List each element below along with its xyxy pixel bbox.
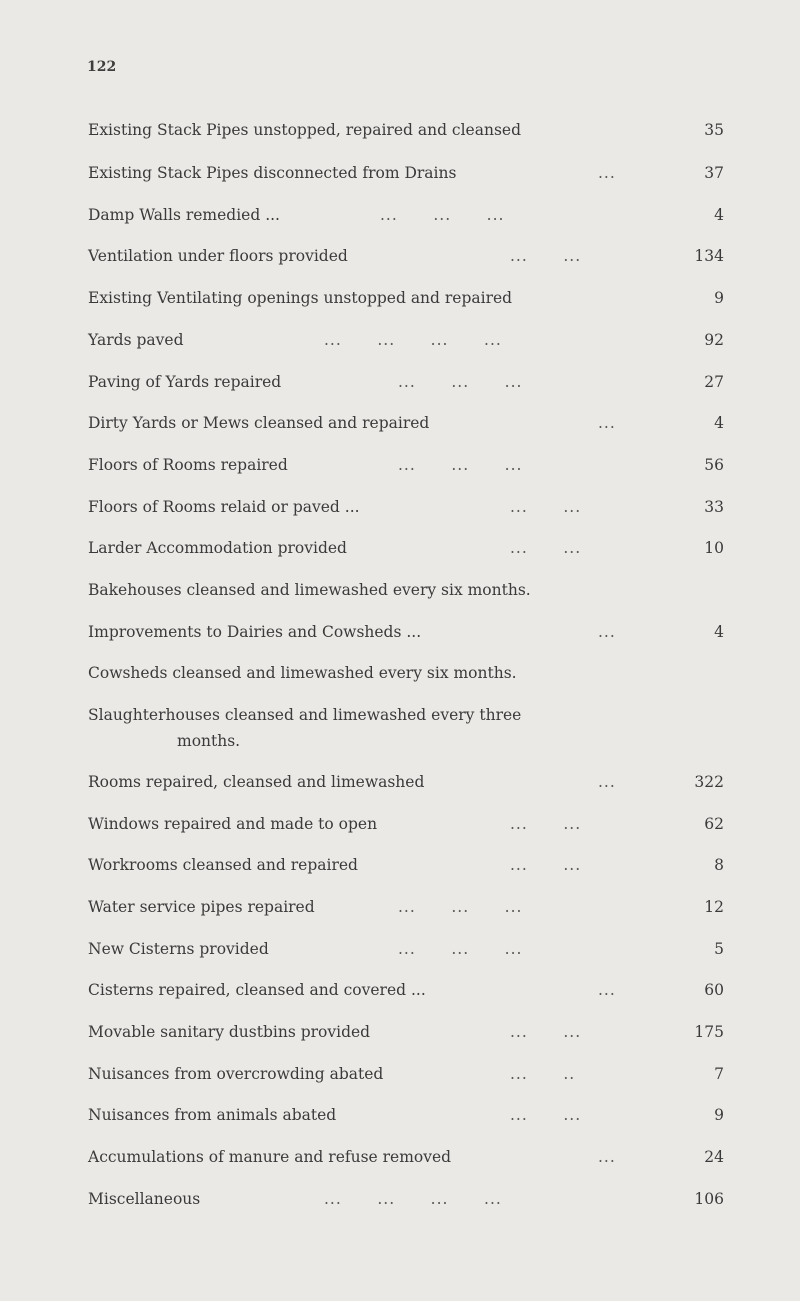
- entry-label: Floors of Rooms relaid or paved ...: [88, 498, 360, 516]
- entry-value: 9: [714, 289, 724, 307]
- entry-leader-dots: ... ...: [510, 247, 582, 265]
- entry-label: Accumulations of manure and refuse removed: [88, 1148, 452, 1166]
- entry-value: 106: [694, 1190, 724, 1208]
- list-item: [88, 368, 728, 396]
- entry-leader-dots: ... ...: [510, 539, 582, 557]
- page-number: 122: [87, 59, 117, 75]
- entry-label: Existing Stack Pipes unstopped, repaired and cleansed: [88, 121, 522, 139]
- entry-leader-dots: ...: [598, 164, 616, 182]
- entry-value: 27: [704, 373, 724, 391]
- entry-label: Rooms repaired, cleansed and limewashed: [88, 773, 425, 791]
- entry-leader-dots: ... ...: [510, 1023, 582, 1041]
- entry-label: Floors of Rooms repaired: [88, 456, 288, 474]
- entry-value: 7: [714, 1065, 724, 1083]
- list-item: [88, 451, 728, 479]
- entry-value: 33: [704, 498, 724, 516]
- entry-value: 4: [714, 623, 724, 641]
- entry-value: 4: [714, 414, 724, 432]
- entry-leader-dots: ...: [598, 1148, 616, 1166]
- list-item: [88, 1143, 728, 1171]
- entry-leader-dots: ... ...: [510, 1106, 582, 1124]
- entry-label: Bakehouses cleansed and limewashed every six months.: [88, 581, 531, 599]
- list-item: [88, 1101, 728, 1129]
- entry-label: Movable sanitary dustbins provided: [88, 1023, 371, 1041]
- entry-leader-dots: ...: [598, 414, 616, 432]
- list-item: [88, 976, 728, 1004]
- entry-value: 92: [704, 331, 724, 349]
- list-item: [88, 893, 728, 921]
- entry-value: 5: [714, 940, 724, 958]
- entry-value: 56: [704, 456, 724, 474]
- list-item: [88, 534, 728, 562]
- entry-leader-dots: ...: [598, 623, 616, 641]
- list-item: [88, 810, 728, 838]
- entry-leader-dots: ... ...: [510, 498, 582, 516]
- list-item: [88, 326, 728, 354]
- list-item: [88, 159, 728, 187]
- entry-label: Water service pipes repaired: [88, 898, 315, 916]
- list-item: [88, 701, 728, 750]
- entry-leader-dots: ... ..: [510, 1065, 576, 1083]
- entry-value: 4: [714, 206, 724, 224]
- list-item: [88, 493, 728, 521]
- entry-value: 175: [694, 1023, 724, 1041]
- list-item: [88, 659, 728, 687]
- entry-leader-dots: ... ... ...: [398, 940, 523, 958]
- entry-label: Workrooms cleansed and repaired: [88, 856, 358, 874]
- list-item: [88, 576, 728, 604]
- list-item: [88, 116, 728, 144]
- entry-label: Miscellaneous: [88, 1190, 201, 1208]
- entry-value: 9: [714, 1106, 724, 1124]
- entry-label: Yards paved: [88, 331, 184, 349]
- entry-leader-dots: ... ... ...: [380, 206, 505, 224]
- entry-label: Existing Stack Pipes disconnected from Drains: [88, 164, 457, 182]
- list-item: [88, 851, 728, 879]
- entry-label: Nuisances from animals abated: [88, 1106, 337, 1124]
- list-item: [88, 1185, 728, 1213]
- list-item: [88, 935, 728, 963]
- entry-label: New Cisterns provided: [88, 940, 269, 958]
- entry-value: 8: [714, 856, 724, 874]
- list-item: [88, 409, 728, 437]
- list-item: [88, 618, 728, 646]
- entry-label: Improvements to Dairies and Cowsheds ...: [88, 623, 422, 641]
- entry-label: Windows repaired and made to open: [88, 815, 378, 833]
- entry-leader-dots: ... ...: [510, 856, 582, 874]
- entry-value: 62: [704, 815, 724, 833]
- entry-value: 37: [704, 164, 724, 182]
- entry-value: 10: [704, 539, 724, 557]
- entry-label: Damp Walls remedied ...: [88, 206, 280, 224]
- entry-value: 134: [694, 247, 724, 265]
- entry-leader-dots: ...: [598, 773, 616, 791]
- entry-value: 60: [704, 981, 724, 999]
- entry-leader-dots: ... ...: [510, 815, 582, 833]
- entry-label: Dirty Yards or Mews cleansed and repaired: [88, 414, 430, 432]
- entry-leader-dots: ... ... ...: [398, 898, 523, 916]
- list-item: [88, 768, 728, 796]
- list-item: [88, 1060, 728, 1088]
- entry-value: 12: [704, 898, 724, 916]
- list-item: [88, 1018, 728, 1046]
- entry-value: 35: [704, 121, 724, 139]
- entry-leader-dots: ... ... ...: [398, 373, 523, 391]
- list-item: [88, 242, 728, 270]
- entry-label: Nuisances from overcrowding abated: [88, 1065, 384, 1083]
- entry-leader-dots: ...: [598, 981, 616, 999]
- entry-value: 24: [704, 1148, 724, 1166]
- entry-value: 322: [694, 773, 724, 791]
- entry-label: Slaughterhouses cleansed and limewashed every three: [88, 706, 522, 724]
- entry-label: Paving of Yards repaired: [88, 373, 282, 391]
- entry-label: Existing Ventilating openings unstopped and repaired: [88, 289, 513, 307]
- entry-label-continuation: months.: [177, 732, 241, 750]
- entry-leader-dots: ... ... ... ...: [324, 1190, 502, 1208]
- list-item: [88, 201, 728, 229]
- entry-leader-dots: ... ... ... ...: [324, 331, 502, 349]
- entry-label: Ventilation under floors provided: [88, 247, 348, 265]
- entry-label: Cowsheds cleansed and limewashed every six months.: [88, 664, 517, 682]
- list-item: [88, 284, 728, 312]
- entry-label: Cisterns repaired, cleansed and covered ...: [88, 981, 426, 999]
- entry-leader-dots: ... ... ...: [398, 456, 523, 474]
- entry-label: Larder Accommodation provided: [88, 539, 347, 557]
